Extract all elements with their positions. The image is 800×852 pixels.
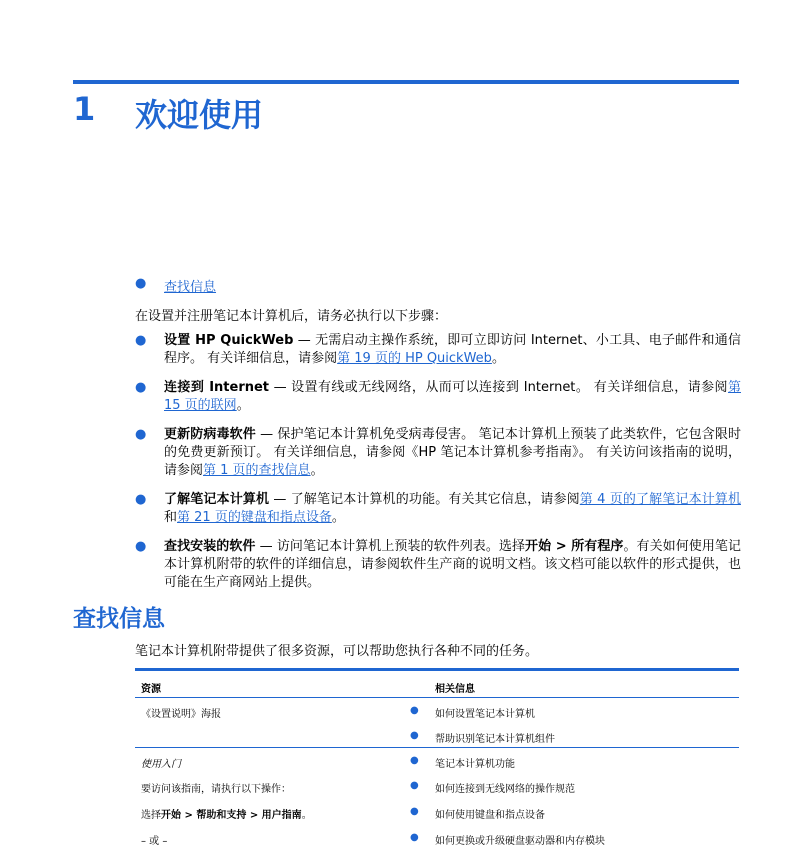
- table-cell-info: 如何更换或升级硬盘驱动器和内存模块: [435, 836, 605, 847]
- list-item: [135, 538, 741, 592]
- step-text: — 保护笔记本计算机免受病毒侵害。 笔记本计算机上预装了此类软件，它包含限时的免费更新预订。 有关详细信息，请参阅《HP 笔记本计算机参考指南》。 有关访问该指南的说明，请参阅: [164, 427, 741, 478]
- step-title: 连接到 Internet: [164, 380, 270, 395]
- step-tail: 。: [236, 398, 250, 413]
- chapter-title: 欢迎使用: [135, 96, 264, 134]
- bullet-icon: ●: [410, 780, 419, 791]
- step-link[interactable]: 第 4 页的了解笔记本计算机: [579, 492, 741, 507]
- table-cell-info: 如何使用键盘和指点设备: [435, 810, 545, 821]
- step-tail: 。: [331, 510, 345, 525]
- chapter-rule: [73, 80, 739, 84]
- bullet-icon: ●: [135, 539, 147, 554]
- step-title: 了解笔记本计算机: [164, 492, 270, 507]
- table-row-rule: [135, 747, 739, 748]
- table-top-rule: [135, 668, 739, 671]
- table-cell-info: 帮助识别笔记本计算机组件: [435, 734, 555, 745]
- step-link[interactable]: 第 1 页的查找信息: [203, 463, 311, 478]
- section-intro: 笔记本计算机附带提供了很多资源，可以帮助您执行各种不同的任务。: [135, 644, 539, 659]
- bullet-icon: ●: [135, 333, 147, 348]
- list-item: [135, 332, 741, 368]
- step-title: 设置 HP QuickWeb: [164, 333, 294, 348]
- step-link[interactable]: 第 15 页的联网: [164, 380, 741, 413]
- step-text: — 无需启动主操作系统，即可立即访问 Internet、小工具、电子邮件和通信程序。 有关详细信息，请参阅: [164, 333, 741, 366]
- bullet-icon: ●: [410, 755, 419, 766]
- table-header-resource: 资源: [141, 684, 161, 695]
- step-text: — 访问笔记本计算机上预装的软件列表。选择: [255, 539, 526, 554]
- bullet-icon: ●: [410, 832, 419, 843]
- table-cell-resource: 要访问该指南，请执行以下操作：: [141, 784, 291, 795]
- bullet-icon: ●: [135, 380, 147, 395]
- bullet-icon: ●: [410, 806, 419, 817]
- bullet-icon: ●: [135, 276, 147, 291]
- bullet-icon: ●: [135, 427, 147, 442]
- table-cell-resource: [141, 806, 312, 821]
- list-item: [135, 491, 741, 527]
- resource-tail: 。: [301, 810, 312, 821]
- list-item: [135, 379, 741, 415]
- step-mid: 和: [164, 510, 178, 525]
- step-title: 查找安装的软件: [164, 539, 256, 554]
- step-link[interactable]: 第 19 页的 HP QuickWeb: [337, 351, 492, 366]
- section-title: 查找信息: [73, 606, 165, 632]
- table-cell-resource: 使用入门: [141, 759, 181, 770]
- toc-link-find-info[interactable]: 查找信息: [164, 280, 217, 295]
- table-cell-info: 如何设置笔记本计算机: [435, 709, 535, 720]
- step-text: — 了解笔记本计算机的功能。有关其它信息，请参阅: [269, 492, 580, 507]
- bullet-icon: ●: [410, 705, 419, 716]
- bullet-icon: ●: [410, 730, 419, 741]
- bullet-icon: ●: [135, 492, 147, 507]
- intro-text: 在设置并注册笔记本计算机后，请务必执行以下步骤：: [135, 309, 448, 324]
- step-text: — 设置有线或无线网络，从而可以连接到 Internet。 有关详细信息，请参阅: [269, 380, 728, 395]
- table-cell-resource: – 或 –: [141, 836, 168, 847]
- step-tail: 。: [491, 351, 505, 366]
- step-title: 更新防病毒软件: [164, 427, 256, 442]
- table-header-info: 相关信息: [435, 684, 475, 695]
- table-cell-info: 笔记本计算机功能: [435, 759, 515, 770]
- chapter-number: 1: [73, 90, 96, 128]
- table-cell-resource: 《设置说明》海报: [141, 709, 221, 720]
- resource-bold: 开始 > 帮助和支持 > 用户指南: [161, 810, 302, 821]
- step-link-2[interactable]: 第 21 页的键盘和指点设备: [177, 510, 332, 525]
- step-tail: 。: [310, 463, 324, 478]
- table-cell-info: 如何连接到无线网络的操作规范: [435, 784, 575, 795]
- steps-list: [135, 332, 741, 603]
- step-bold: 开始 > 所有程序: [525, 539, 624, 554]
- list-item: [135, 426, 741, 480]
- table-header-rule: [135, 697, 739, 698]
- resource-text: 选择: [141, 810, 161, 821]
- step-text-2: 。有关如何使用笔记本计算机附带的软件的详细信息，请参阅软件生产商的说明文档。该文档可能以软件的形式提供，也可能在生产商网站上提供。: [164, 539, 741, 590]
